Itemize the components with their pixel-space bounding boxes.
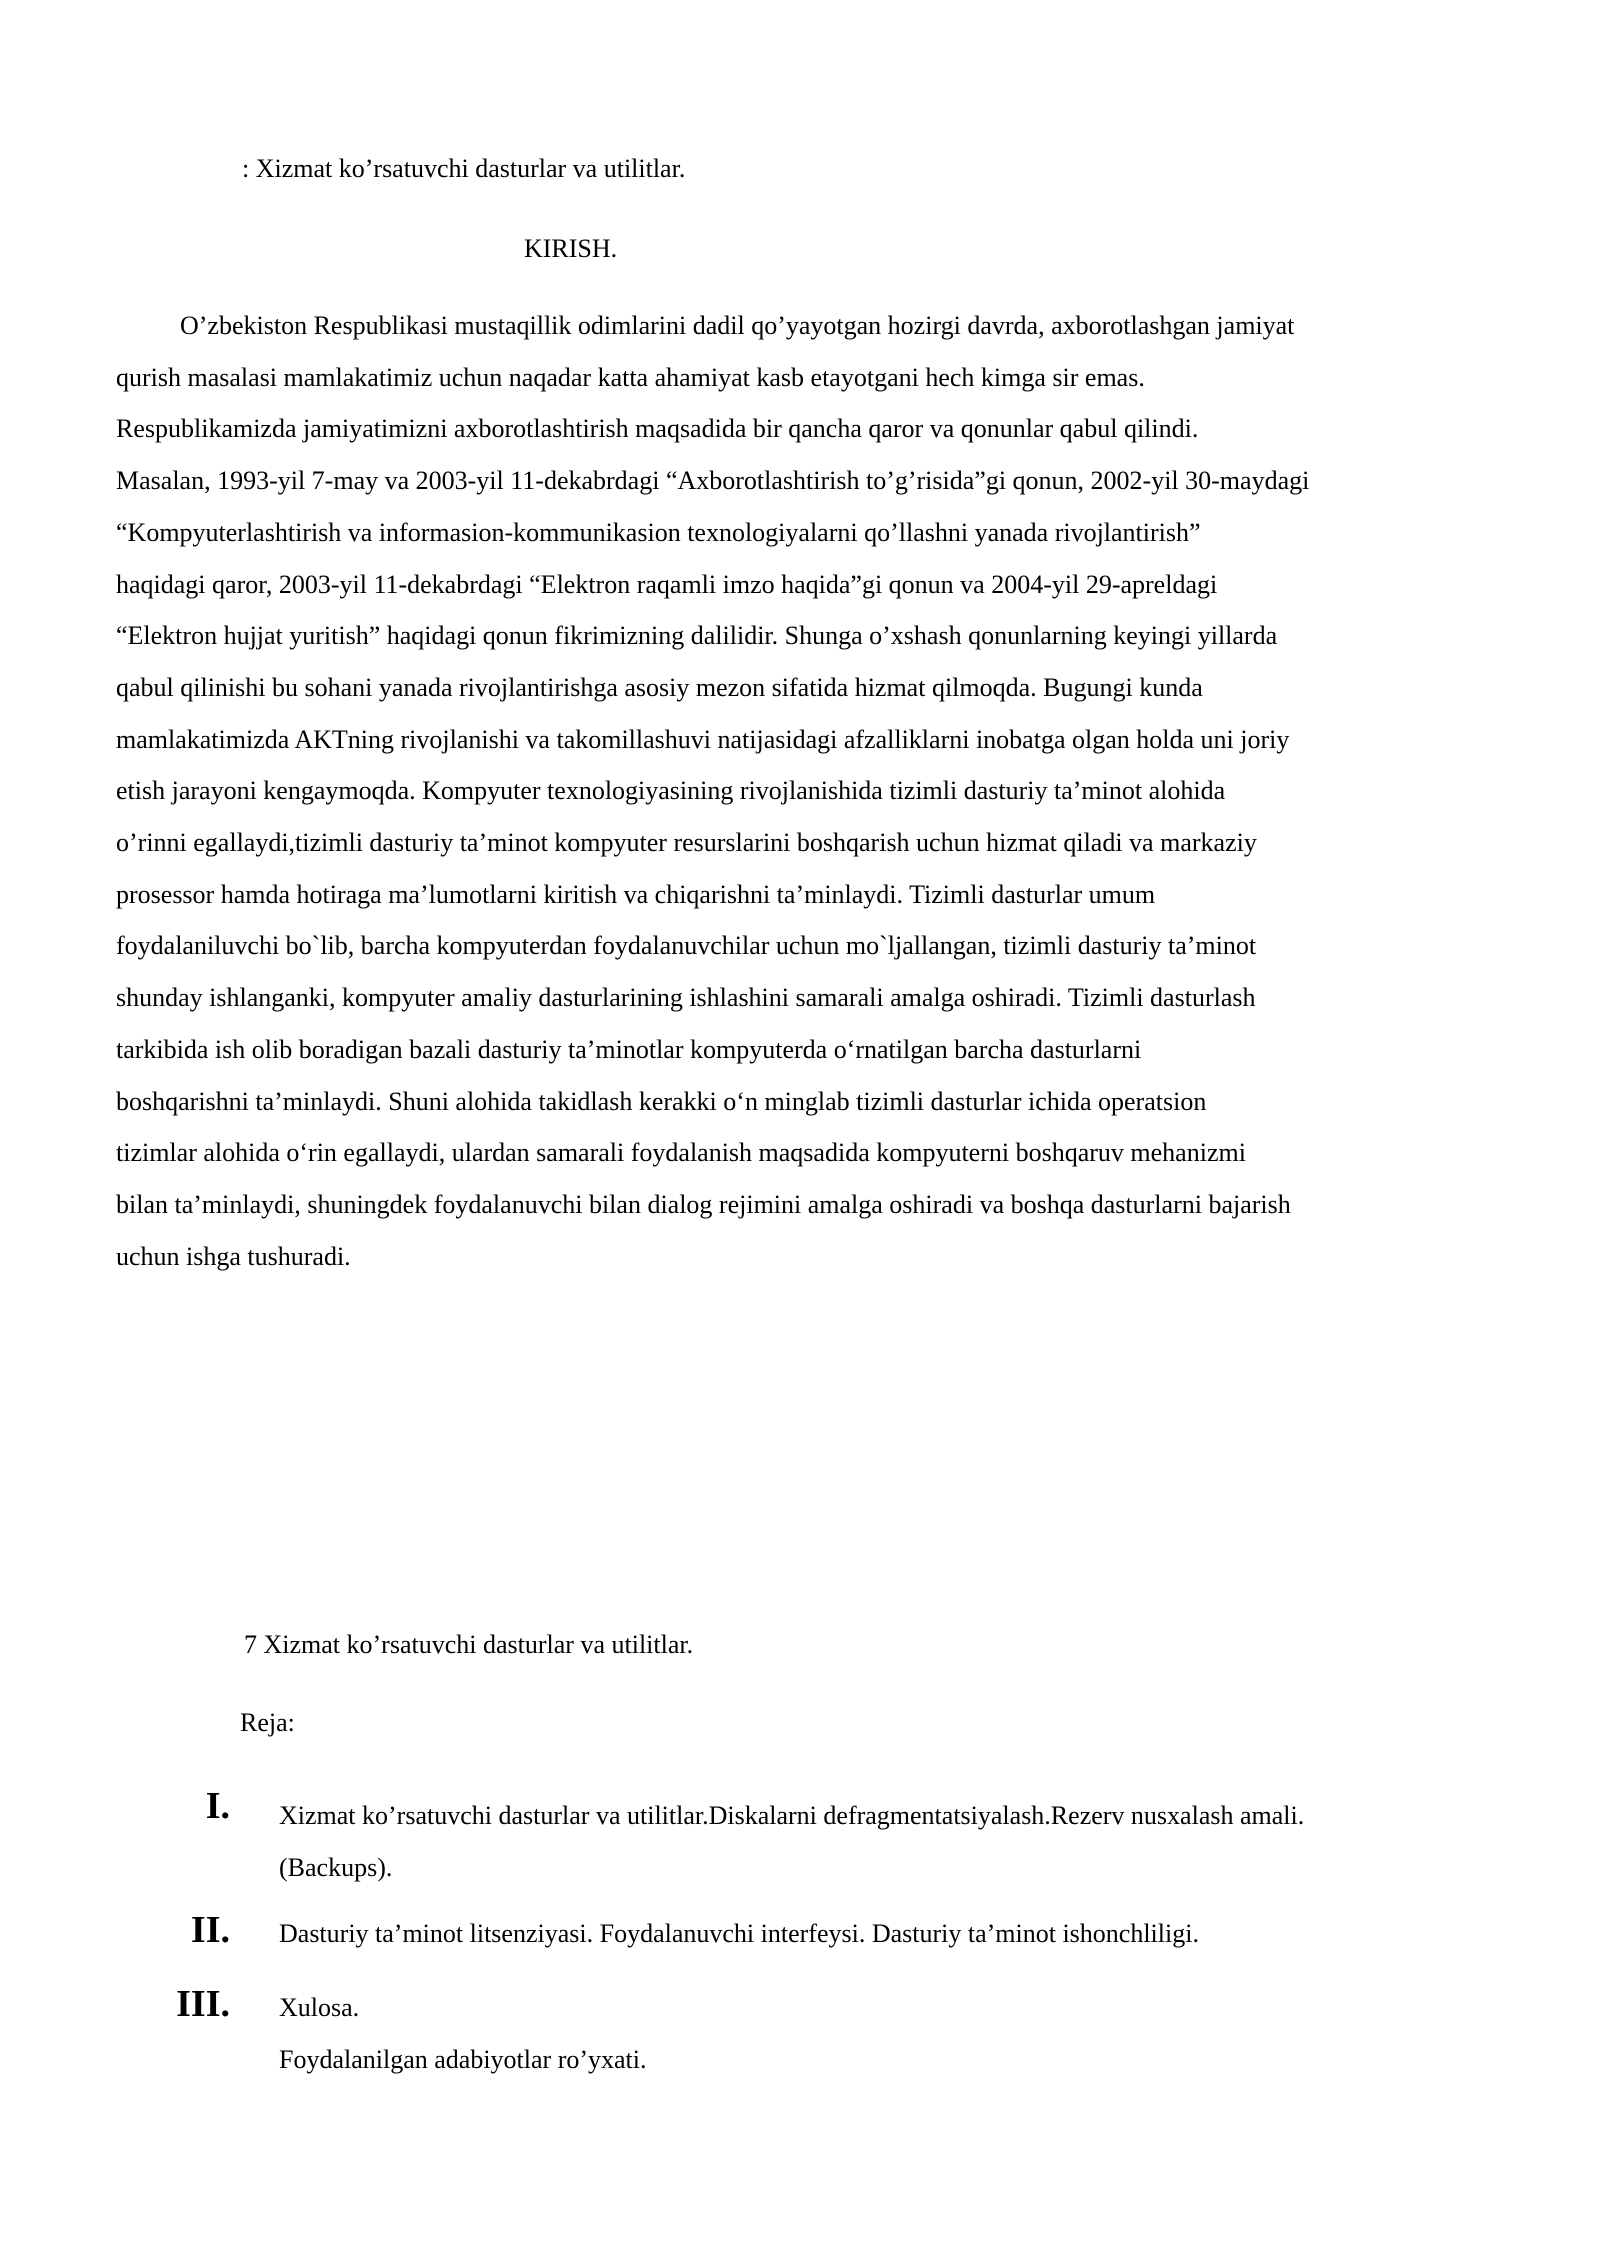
- intro-line: boshqarishni ta’minlaydi. Shuni alohida takidlash kerakki o‘n minglab tizimli dasturlar ichida operatsion: [116, 1086, 1207, 1116]
- plan-numeral: III.: [176, 1983, 230, 2025]
- intro-line: qurish masalasi mamlakatimiz uchun naqadar katta ahamiyat kasb etayotgani hech kimga sir emas.: [116, 362, 1145, 392]
- intro-line: O’zbekiston Respublikasi mustaqillik odimlarini dadil qo’yayotgan hozirgi davrda, axborotlashgan jamiyat: [180, 311, 1295, 340]
- intro-line: uchun ishga tushuradi.: [116, 1241, 351, 1271]
- intro-paragraph: [116, 300, 1496, 1282]
- intro-line: o’rinni egallaydi,tizimli dasturiy ta’minot kompyuter resurslarini boshqarish uchun hizmat qiladi va markaziy: [116, 828, 1257, 858]
- intro-line: shunday ishlanganki, kompyuter amaliy dasturlarining ishlashini samarali amalga oshiradi. Tizimli dasturlash: [116, 983, 1256, 1013]
- plan-item-text: Foydalanilgan adabiyotlar ro’yxati.: [279, 2045, 647, 2074]
- intro-line: tizimlar alohida o‘rin egallaydi, ulardan samarali foydalanish maqsadida kompyuterni boshqaruv mehanizmi: [116, 1138, 1246, 1168]
- plan-item-text: Xulosa.: [279, 1993, 360, 2022]
- intro-line: haqidagi qaror, 2003-yil 11-dekabrdagi “Elektron raqamli imzo haqida”gi qonun va 2004-yil 29-apreldagi: [116, 569, 1218, 599]
- plan-numeral: I.: [205, 1785, 230, 1827]
- topic-line: : Xizmat ko’rsatuvchi dasturlar va utilitlar.: [242, 154, 686, 183]
- intro-line: mamlakatimizda AKTning rivojlanishi va takomillashuvi natijasidagi afzalliklarni inobatga olgan holda uni joriy: [116, 724, 1290, 754]
- intro-line: Respublikamizda jamiyatimizni axborotlashtirish maqsadida bir qancha qaror va qonunlar qabul qilindi.: [116, 414, 1199, 444]
- intro-line: “Elektron hujjat yuritish” haqidagi qonun fikrimizning dalilidir. Shunga o’xshash qonunlarning keyingi yillarda: [116, 621, 1278, 651]
- intro-line: foydalaniluvchi bo`lib, barcha kompyuterdan foydalanuvchilar uchun mo`ljallangan, tizimli dasturiy ta’minot: [116, 931, 1257, 961]
- intro-line: etish jarayoni kеngaymoqda. Kompyuter texnologiyasining rivojlanishida tizimli dasturiy ta’minot alohida: [116, 776, 1226, 806]
- topic-line-2: 7 Xizmat ko’rsatuvchi dasturlar va utilitlar.: [244, 1630, 694, 1659]
- plan-item-text: Xizmat ko’rsatuvchi dasturlar va utilitlar.Diskalarni defragmentatsiyalash.Rezerv nusxalash amali.: [279, 1801, 1305, 1830]
- plan-numeral: II.: [190, 1909, 230, 1951]
- intro-heading: KIRISH.: [524, 234, 618, 263]
- intro-line: qabul qilinishi bu sohani yanada rivojlantirishga asosiy mezon sifatida hizmat qilmoqda. Bugungi kunda: [116, 672, 1203, 702]
- plan-item-text: (Backups).: [279, 1853, 393, 1882]
- intro-line: prosessor hamda hotiraga ma’lumotlarni kiritish va chiqarishni ta’minlaydi. Tizimli dasturlar umum: [116, 879, 1156, 909]
- plan-label: Reja:: [240, 1708, 295, 1737]
- plan-item-text: Dasturiy ta’minot litsenziyasi. Foydalanuvchi interfeysi. Dasturiy ta’minot ishonchliligi.: [279, 1919, 1199, 1948]
- intro-line: tarkibida ish olib boradigan bazali dasturiy ta’minotlar kompyuterda o‘rnatilgan barcha dasturlarni: [116, 1034, 1142, 1064]
- intro-line: bilan ta’minlaydi, shuningdek foydalanuvchi bilan dialog rejimini amalga oshiradi va boshqa dasturlarni bajarish: [116, 1189, 1291, 1219]
- intro-line: Masalan, 1993-yil 7-may va 2003-yil 11-dekabrdagi “Axborotlashtirish to’g’risida”gi qonun, 2002-yil 30-maydagi: [116, 466, 1310, 496]
- intro-line: “Kompyuterlashtirish va informasion-kommunikasion texnologiyalarni qo’llashni yanada rivojlantirish”: [116, 517, 1201, 547]
